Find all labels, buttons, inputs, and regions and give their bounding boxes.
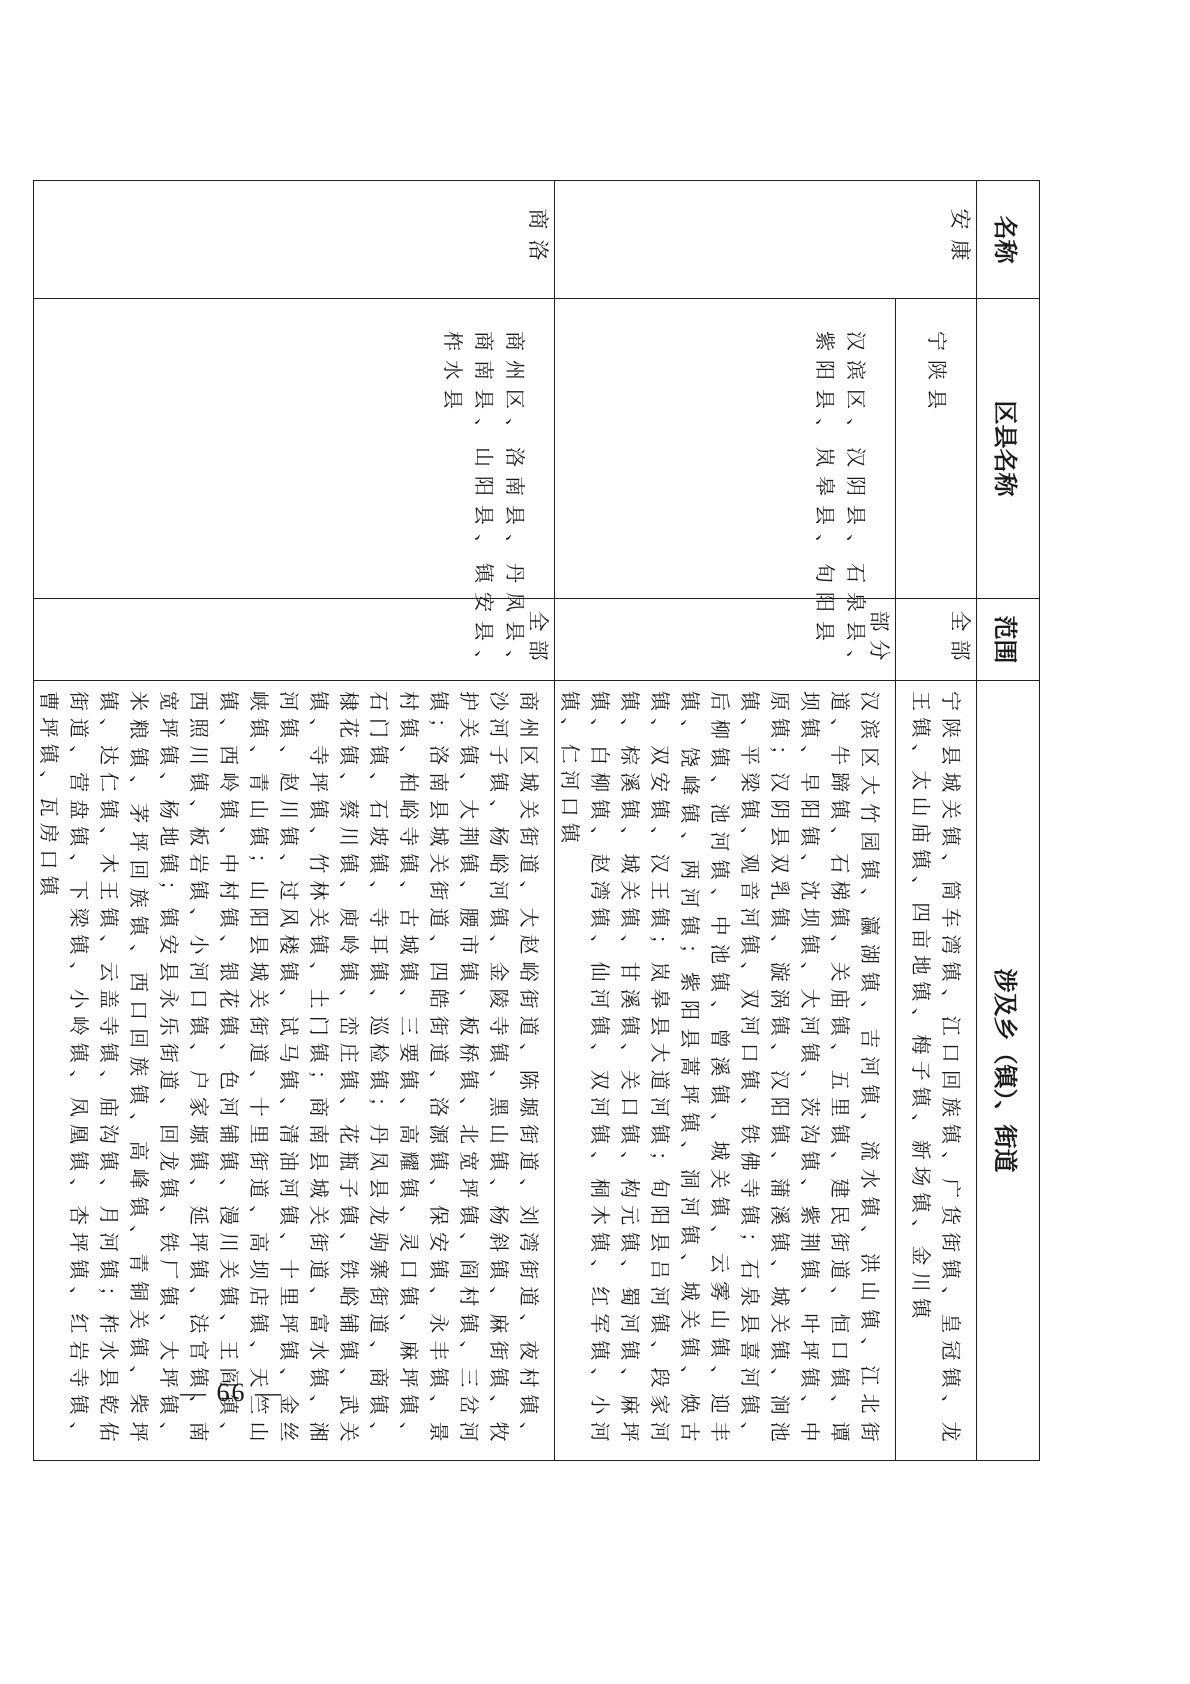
header-name: 名称	[977, 181, 1040, 299]
area-text: 商州区城关街道、大赵峪街道、陈塬街道、刘湾街道、夜村镇、沙河子镇、杨峪河镇、金陵寺镇、黑山镇、杨斜镇、麻街镇、牧护关镇、大荆镇、腰市镇、板桥镇、北宽坪镇、阎村镇、三岔河镇；洛南县城关街道、四皓街道、洛源镇、保安镇、永丰镇、景村镇、柏峪寺镇、古城镇、三要镇、高耀镇、灵口镇、麻坪镇、石门镇、石坡镇、寺耳镇、巡检镇；丹凤县龙驹寨街道、商镇、棣花镇、蔡川镇、庾岭镇、峦庄镇、花瓶子镇、铁峪铺镇、武关镇、寺坪镇、竹林关镇、土门镇；商南县城关街道、富水镇、湘河镇、赵川镇、过风楼镇、试马镇、清油河镇、十里坪镇、金丝峡镇、青山镇；山阳县城关街道、十里街道、高坝店镇、天竺山镇、西岭镇、中村镇、银花镇、色河铺镇、漫川关镇、王阎镇、西照川镇、板岩镇、小河口镇、户家塬镇、延坪镇、法官镇、南宽坪镇、杨地镇；镇安县永乐街道、回龙镇、铁厂镇、大坪镇、米粮镇、茅坪回族镇、西口回族镇、高峰镇、青铜关镇、柴坪镇、达仁镇、木王镇、云盖寺镇、庙沟镇、月河镇；柞水县乾佑街道、营盘镇、下梁镇、小岭镇、凤凰镇、杏坪镇、红岩寺镇、曹坪镇、瓦房口镇	[37, 691, 541, 1448]
rotated-table-frame	[37, 180, 1040, 1460]
area-cell	[34, 681, 555, 1461]
name-cell: 商洛	[34, 181, 555, 299]
county-cell	[896, 299, 977, 599]
scope-cell: 全部	[34, 599, 555, 681]
county-line: 商州区、洛南县、丹凤县、	[503, 331, 527, 679]
county-line: 宁陕县	[925, 331, 949, 418]
header-county: 区县名称	[977, 299, 1040, 599]
name-cell: 安康	[555, 181, 977, 299]
area-text: 宁陕县城关镇、筒车湾镇、江口回族镇、广货街镇、皇冠镇、龙王镇、太山庙镇、四亩地镇、梅子镇、新场镇、金川镇	[909, 691, 963, 1448]
table-row	[555, 181, 896, 1461]
scope-cell: 部分	[555, 599, 896, 681]
scope-cell: 全部	[896, 599, 977, 681]
county-line: 汉滨区、汉阴县、石泉县、	[844, 331, 868, 679]
area-text: 汉滨区大竹园镇、瀛湖镇、吉河镇、流水镇、洪山镇、江北街道、牛蹄镇、石梯镇、关庙镇、五里镇、建民街道、恒口镇、谭坝镇、早阳镇、沈坝镇、大河镇、茨沟镇、紫荆镇、叶坪镇、中原镇；汉阴县双乳镇、漩涡镇、汉阳镇、蒲溪镇、城关镇、涧池镇、平梁镇、观音河镇、双河口镇、铁佛寺镇；石泉县喜河镇、后柳镇、池河镇、中池镇、曾溪镇、城关镇、云雾山镇、迎丰镇、饶峰镇、两河镇；紫阳县蒿坪镇、洞河镇、城关镇、焕古镇、双安镇、汉王镇；岚皋县大道河镇；旬阳县吕河镇、段家河镇、棕溪镇、城关镇、甘溪镇、关口镇、构元镇、蜀河镇、麻坪镇、白柳镇、赵湾镇、仙河镇、双河镇、桐木镇、红军镇、小河镇、仁河口镇	[558, 691, 882, 1448]
header-area: 涉及乡（镇）、街道	[977, 681, 1040, 1461]
county-line: 商南县、山阳县、镇安县、	[472, 331, 496, 679]
county-line: 紫阳县、岚皋县、旬阳县	[813, 331, 837, 650]
table-row	[896, 181, 977, 1461]
page-number: — 66 —	[180, 1378, 283, 1407]
table-row	[34, 181, 555, 1461]
region-table	[33, 180, 1040, 1461]
county-line: 柞水县	[441, 331, 465, 418]
table-header-row	[977, 181, 1040, 1461]
area-cell	[896, 681, 977, 1461]
area-cell	[555, 681, 896, 1461]
header-scope: 范围	[977, 599, 1040, 681]
